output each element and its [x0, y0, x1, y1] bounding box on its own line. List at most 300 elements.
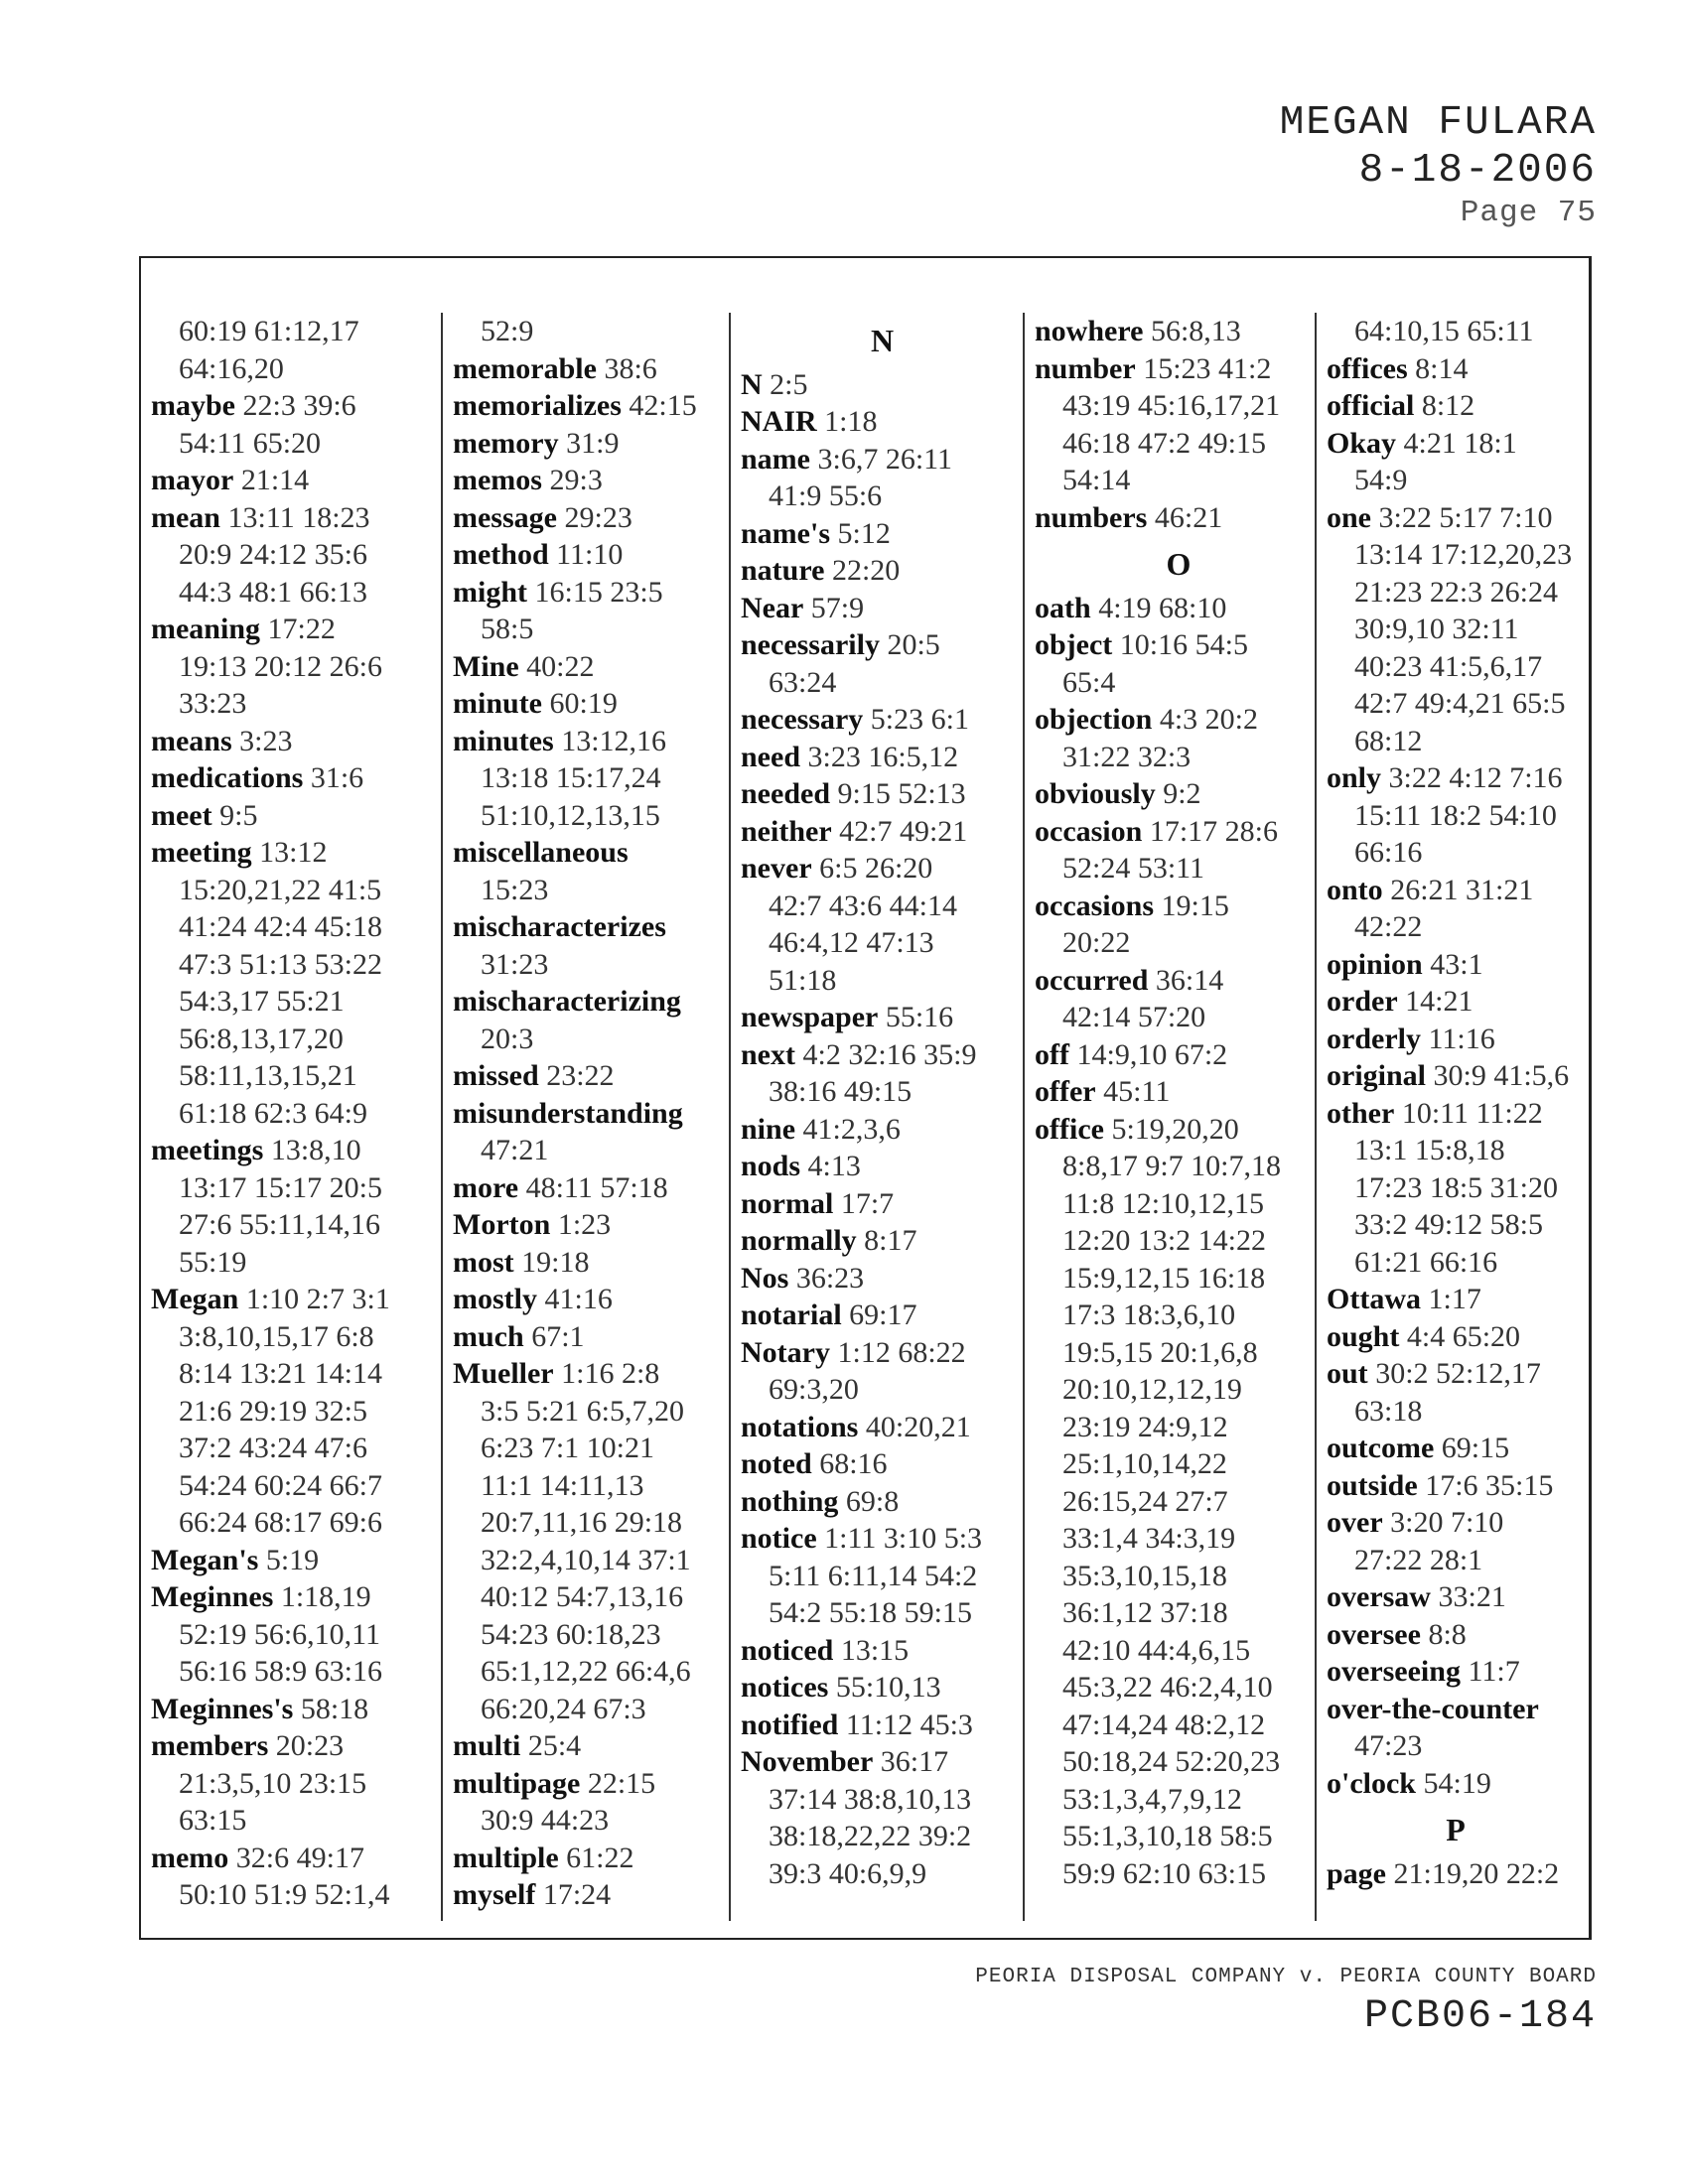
index-refs: 68:12 — [1354, 724, 1423, 757]
index-term: notified — [741, 1707, 839, 1741]
index-refs: 11:7 — [1468, 1655, 1520, 1688]
index-entry — [741, 590, 1024, 627]
index-entry — [1327, 1504, 1585, 1578]
index-term: Megan — [151, 1283, 239, 1315]
index-refs: 69:3,20 — [769, 1373, 859, 1406]
index-refs: 46:21 — [1154, 500, 1223, 534]
index-entry — [741, 1706, 1024, 1744]
index-refs: 10:11 11:22 — [1401, 1096, 1543, 1130]
index-refs: 47:23 — [1354, 1729, 1423, 1762]
index-refs: 25:1,10,14,22 — [1062, 1447, 1227, 1480]
index-refs: 11:10 — [556, 538, 624, 571]
index-refs: 1:16 2:8 — [561, 1357, 660, 1390]
index-refs: 50:18,24 52:20,23 — [1062, 1745, 1281, 1778]
index-term: oath — [1035, 591, 1091, 624]
index-term: official — [1327, 389, 1415, 422]
index-refs: 43:1 — [1430, 947, 1483, 981]
index-refs: 14:9,10 67:2 — [1076, 1037, 1228, 1071]
index-entry — [453, 908, 736, 983]
index-refs: 8:14 13:21 14:14 — [179, 1357, 383, 1390]
page-footer — [975, 1966, 1597, 2039]
index-term: orderly — [1327, 1022, 1421, 1055]
index-refs: 30:9 44:23 — [481, 1804, 610, 1837]
index-term: nods — [741, 1150, 801, 1182]
index-entry — [1327, 983, 1585, 1021]
index-refs: 33:21 — [1438, 1580, 1506, 1613]
index-term: Notary — [741, 1335, 830, 1369]
index-refs: 1:11 3:10 5:3 — [824, 1522, 983, 1555]
index-entry — [453, 1876, 736, 1914]
index-entry — [1327, 1021, 1585, 1058]
index-term: nowhere — [1035, 315, 1144, 347]
index-refs: 38:18,22,22 39:2 — [769, 1820, 972, 1852]
index-entry — [453, 387, 736, 425]
index-refs: 15:9,12,15 16:18 — [1062, 1261, 1266, 1295]
index-refs: 20:10,12,12,19 — [1062, 1373, 1242, 1406]
index-refs: 33:23 — [179, 687, 247, 720]
index-refs: 5:12 — [837, 516, 891, 550]
index-term: onto — [1327, 873, 1383, 906]
index-entry — [741, 1483, 1024, 1521]
index-term: mischaracterizing — [453, 985, 681, 1018]
index-entry — [1035, 813, 1323, 887]
index-refs: 36:14 — [1155, 963, 1224, 997]
index-term: Ottawa — [1327, 1283, 1421, 1315]
index-entry — [1327, 350, 1585, 388]
index-entry — [741, 1297, 1024, 1334]
index-term: next — [741, 1037, 795, 1071]
index-entry — [741, 552, 1024, 590]
index-refs: 15:20,21,22 41:5 — [179, 873, 382, 906]
index-refs: 11:1 14:11,13 — [481, 1468, 644, 1502]
index-refs: 54:24 60:24 66:7 — [179, 1468, 383, 1502]
index-refs: 37:2 43:24 47:6 — [179, 1432, 368, 1464]
index-refs: 31:9 — [566, 426, 620, 460]
index-refs: 40:12 54:7,13,16 — [481, 1580, 684, 1613]
index-entry — [151, 1132, 424, 1281]
index-term: occasions — [1035, 888, 1154, 922]
index-refs: 27:22 28:1 — [1354, 1543, 1483, 1576]
index-refs: 11:8 12:10,12,15 — [1062, 1186, 1265, 1220]
index-term: Mueller — [453, 1357, 554, 1390]
index-term: notice — [741, 1522, 817, 1555]
index-term: over — [1327, 1506, 1383, 1539]
index-term: memos — [453, 464, 542, 496]
index-term: missed — [453, 1059, 539, 1092]
index-refs: 21:19,20 22:2 — [1393, 1856, 1560, 1890]
index-term: Near — [741, 591, 804, 624]
index-refs: 5:19,20,20 — [1111, 1112, 1239, 1146]
index-term: November — [741, 1745, 874, 1778]
index-refs: 42:15 — [629, 389, 697, 422]
index-refs: 8:12 — [1421, 389, 1475, 422]
index-refs: 3:8,10,15,17 6:8 — [179, 1319, 374, 1353]
index-entry — [151, 723, 424, 760]
index-entry — [1327, 1095, 1585, 1282]
index-refs: 13:17 15:17 20:5 — [179, 1170, 383, 1204]
index-refs: 17:3 18:3,6,10 — [1062, 1298, 1236, 1331]
index-term: obviously — [1035, 777, 1156, 810]
index-refs: 63:24 — [769, 665, 837, 699]
index-term: occasion — [1035, 814, 1143, 848]
index-entry — [741, 626, 1024, 701]
index-refs: 58:11,13,15,21 — [179, 1059, 357, 1092]
section-letter: N — [870, 323, 895, 358]
index-refs: 19:18 — [521, 1245, 590, 1279]
index-term: memorializes — [453, 389, 622, 422]
index-term: occurred — [1035, 963, 1149, 997]
index-entry — [1035, 313, 1323, 350]
index-term: more — [453, 1170, 519, 1204]
index-refs: 5:19 — [265, 1543, 320, 1576]
index-entry — [1327, 1057, 1585, 1095]
index-refs: 51:18 — [769, 963, 837, 997]
index-refs: 65:1,12,22 66:4,6 — [481, 1655, 691, 1688]
index-refs: 3:23 — [239, 724, 293, 757]
index-refs: 60:19 — [549, 687, 618, 720]
index-refs: 17:24 — [542, 1878, 612, 1911]
index-refs: 19:13 20:12 26:6 — [179, 649, 383, 683]
deposition-date: 8-18-2006 — [1358, 148, 1597, 195]
index-refs: 54:2 55:18 59:15 — [769, 1596, 973, 1629]
index-refs: 13:14 17:12,20,23 — [1354, 538, 1573, 571]
index-refs: 26:15,24 27:7 — [1062, 1484, 1228, 1518]
index-entry — [1035, 701, 1323, 775]
index-refs: 9:5 — [219, 798, 258, 832]
index-term: meeting — [151, 836, 252, 869]
index-entry — [741, 1111, 1024, 1149]
index-refs: 37:14 38:8,10,13 — [769, 1782, 972, 1816]
index-refs: 66:20,24 67:3 — [481, 1692, 646, 1725]
index-term: out — [1327, 1357, 1368, 1390]
index-term: page — [1327, 1856, 1386, 1890]
index-refs: 3:5 5:21 6:5,7,20 — [481, 1394, 685, 1428]
witness-name: MEGAN FULARA — [1279, 100, 1597, 146]
index-refs: 31:22 32:3 — [1062, 740, 1192, 773]
index-refs: 42:14 57:20 — [1062, 1001, 1206, 1033]
index-refs: 41:24 42:4 45:18 — [179, 910, 383, 943]
index-term: order — [1327, 985, 1398, 1018]
index-refs: 66:24 68:17 69:6 — [179, 1506, 383, 1539]
index-term: objection — [1035, 703, 1153, 736]
index-term: ought — [1327, 1319, 1400, 1353]
index-entry — [741, 1222, 1024, 1260]
index-term: overseeing — [1327, 1655, 1461, 1688]
index-refs: 57:9 — [810, 591, 865, 624]
index-continuation — [151, 350, 424, 388]
index-term: object — [1035, 628, 1113, 661]
index-term: over-the-counter — [1327, 1692, 1539, 1725]
index-entry — [1327, 1318, 1585, 1356]
index-refs: 47:3 51:13 53:22 — [179, 947, 383, 981]
index-term: needed — [741, 777, 830, 810]
index-refs: 43:19 45:16,17,21 — [1062, 389, 1281, 422]
index-entry — [151, 1727, 424, 1840]
index-term: N — [741, 367, 763, 401]
index-refs: 13:18 15:17,24 — [481, 761, 661, 794]
index-refs: 54:23 60:18,23 — [481, 1617, 661, 1651]
index-refs: 20:23 — [275, 1729, 345, 1762]
index-refs: 68:16 — [819, 1447, 888, 1480]
index-entry — [453, 1318, 736, 1356]
index-entry — [453, 462, 736, 499]
index-term: much — [453, 1319, 524, 1353]
index-term: off — [1035, 1037, 1069, 1071]
index-entry — [151, 1691, 424, 1728]
index-refs: 23:22 — [546, 1059, 615, 1092]
index-term: neither — [741, 814, 832, 848]
index-entry — [1035, 1036, 1323, 1074]
index-refs: 21:14 — [240, 464, 310, 496]
index-entry — [1327, 1430, 1585, 1467]
page-number: Page 75 — [1460, 195, 1597, 230]
index-entry — [453, 648, 736, 686]
index-refs: 4:4 65:20 — [1406, 1319, 1521, 1353]
index-term: medications — [151, 761, 304, 794]
index-refs: 46:4,12 47:13 — [769, 926, 934, 959]
index-refs: 42:22 — [1354, 910, 1423, 943]
index-term: necessarily — [741, 628, 880, 661]
index-term: maybe — [151, 389, 235, 422]
index-entry — [151, 834, 424, 1132]
index-refs: 17:23 18:5 31:20 — [1354, 1170, 1559, 1204]
index-refs: 15:11 18:2 54:10 — [1354, 798, 1557, 832]
index-entry — [741, 366, 1024, 404]
index-entry — [1327, 1691, 1585, 1765]
index-refs: 42:7 49:4,21 65:5 — [1354, 687, 1566, 720]
index-refs: 42:7 49:21 — [839, 814, 968, 848]
index-refs: 58:18 — [300, 1692, 369, 1725]
index-entry — [741, 775, 1024, 813]
index-term: number — [1035, 351, 1136, 385]
index-term: memo — [151, 1841, 229, 1874]
index-refs: 31:23 — [481, 947, 549, 981]
index-term: normal — [741, 1186, 834, 1220]
index-refs: 25:4 — [527, 1729, 582, 1762]
index-refs: 13:12 — [259, 836, 328, 869]
index-entry — [1327, 759, 1585, 872]
index-refs: 69:17 — [849, 1298, 917, 1331]
index-refs: 69:8 — [845, 1484, 900, 1518]
index-term: Meginnes's — [151, 1692, 294, 1725]
index-refs: 11:16 — [1428, 1022, 1495, 1055]
index-refs: 56:8,13,17,20 — [179, 1022, 344, 1055]
index-refs: 56:8,13 — [1150, 315, 1241, 347]
index-entry — [1327, 499, 1585, 760]
index-refs: 1:18 — [824, 405, 878, 438]
index-refs: 32:2,4,10,14 37:1 — [481, 1543, 691, 1576]
page-header — [1280, 99, 1597, 231]
index-term: never — [741, 852, 812, 885]
index-term: original — [1327, 1059, 1427, 1092]
index-term: newspaper — [741, 1001, 879, 1033]
index-continuation — [453, 313, 736, 350]
index-entry — [1035, 590, 1323, 627]
index-entry — [1327, 387, 1585, 425]
index-refs: 17:17 28:6 — [1149, 814, 1278, 848]
index-refs: 42:10 44:4,6,15 — [1062, 1633, 1251, 1667]
index-entry — [151, 1281, 424, 1542]
index-refs: 13:15 — [840, 1633, 910, 1667]
index-refs: 22:15 — [587, 1766, 656, 1800]
index-term: multipage — [453, 1766, 581, 1800]
index-refs: 13:12,16 — [561, 724, 667, 757]
index-refs: 54:14 — [1062, 464, 1131, 496]
index-entry — [741, 515, 1024, 553]
index-entry — [453, 1281, 736, 1318]
index-entry — [1035, 1073, 1323, 1111]
index-entry — [1035, 887, 1323, 962]
index-refs: 53:1,3,4,7,9,12 — [1062, 1782, 1242, 1816]
index-entry — [1327, 1281, 1585, 1318]
index-entry — [741, 999, 1024, 1036]
index-refs: 1:17 — [1428, 1283, 1481, 1315]
index-column-4 — [1023, 313, 1323, 1921]
index-refs: 66:16 — [1354, 836, 1423, 869]
index-entry — [741, 850, 1024, 999]
index-refs: 21:6 29:19 32:5 — [179, 1394, 368, 1428]
index-refs: 9:2 — [1163, 777, 1201, 810]
index-entry — [453, 1727, 736, 1765]
index-entry — [741, 701, 1024, 739]
index-refs: 30:9,10 32:11 — [1354, 613, 1519, 645]
index-refs: 30:2 52:12,17 — [1375, 1357, 1541, 1390]
index-refs: 60:19 61:12,17 — [179, 315, 359, 347]
index-entry — [741, 1445, 1024, 1483]
index-refs: 1:12 68:22 — [837, 1335, 966, 1369]
index-refs: 29:3 — [549, 464, 603, 496]
index-refs: 20:22 — [1062, 926, 1131, 959]
index-refs: 55:10,13 — [835, 1671, 941, 1704]
index-refs: 51:10,12,13,15 — [481, 798, 660, 832]
section-letter: O — [1166, 546, 1192, 582]
index-term: multiple — [453, 1841, 559, 1874]
index-refs: 4:2 32:16 35:9 — [802, 1037, 977, 1071]
index-term: mean — [151, 500, 220, 534]
index-refs: 3:22 4:12 7:16 — [1388, 761, 1563, 794]
index-term: mayor — [151, 464, 234, 496]
index-term: minute — [453, 687, 542, 720]
index-term: means — [151, 724, 232, 757]
index-entry — [741, 1148, 1024, 1185]
index-term: multi — [453, 1729, 521, 1762]
index-refs: 10:16 54:5 — [1119, 628, 1248, 661]
index-term: noted — [741, 1447, 812, 1480]
index-refs: 21:23 22:3 26:24 — [1354, 575, 1559, 609]
index-term: might — [453, 575, 527, 609]
index-term: minutes — [453, 724, 554, 757]
index-refs: 29:23 — [564, 500, 632, 534]
index-entry — [741, 1036, 1024, 1111]
index-entry — [741, 1743, 1024, 1892]
index-entry — [151, 387, 424, 462]
index-column-1 — [151, 313, 424, 1921]
index-entry — [453, 1057, 736, 1095]
index-refs: 67:1 — [531, 1319, 585, 1353]
index-entry — [1035, 775, 1323, 813]
index-term: mostly — [453, 1283, 537, 1315]
index-refs: 17:6 35:15 — [1425, 1468, 1554, 1502]
index-refs: 41:2,3,6 — [802, 1112, 901, 1146]
index-entry — [741, 1632, 1024, 1670]
index-term: noticed — [741, 1633, 834, 1667]
index-refs: 64:16,20 — [179, 351, 284, 385]
index-entry — [741, 1260, 1024, 1297]
index-refs: 55:1,3,10,18 58:5 — [1062, 1820, 1273, 1852]
index-entry — [453, 1244, 736, 1282]
index-entry — [741, 1520, 1024, 1632]
index-term: numbers — [1035, 500, 1148, 534]
index-term: opinion — [1327, 947, 1423, 981]
index-entry — [1327, 872, 1585, 946]
index-entry — [453, 1765, 736, 1840]
index-refs: 54:11 65:20 — [179, 426, 322, 460]
index-term: NAIR — [741, 405, 817, 438]
index-entry — [741, 1334, 1024, 1409]
index-refs: 1:18,19 — [280, 1580, 371, 1613]
index-refs: 41:9 55:6 — [769, 479, 883, 512]
index-refs: 54:19 — [1423, 1766, 1491, 1800]
index-entry — [453, 723, 736, 835]
index-entry — [1035, 626, 1323, 701]
index-refs: 36:1,12 37:18 — [1062, 1596, 1228, 1629]
index-term: outcome — [1327, 1432, 1435, 1464]
index-refs: 27:6 55:11,14,16 — [179, 1208, 381, 1241]
index-entry — [453, 1840, 736, 1877]
index-continuation — [1327, 313, 1585, 350]
index-refs: 64:10,15 65:11 — [1354, 315, 1534, 347]
index-term: outside — [1327, 1468, 1418, 1502]
index-term: Megan's — [151, 1543, 259, 1576]
index-entry — [1035, 1111, 1323, 1893]
index-entry — [741, 1669, 1024, 1706]
index-refs: 11:12 45:3 — [845, 1707, 973, 1741]
index-refs: 61:22 — [566, 1841, 634, 1874]
index-entry — [1327, 1765, 1585, 1803]
index-column-5 — [1315, 313, 1585, 1921]
index-term: need — [741, 740, 800, 773]
index-term: notarial — [741, 1298, 842, 1331]
case-caption: PEORIA DISPOSAL COMPANY v. PEORIA COUNTY BOARD — [975, 1966, 1597, 1988]
index-refs: 47:14,24 48:2,12 — [1062, 1707, 1266, 1741]
index-column-2 — [441, 313, 736, 1921]
index-entry — [453, 499, 736, 537]
index-refs: 59:9 62:10 63:15 — [1062, 1856, 1267, 1890]
index-term: name's — [741, 516, 830, 550]
index-refs: 22:3 39:6 — [242, 389, 356, 422]
index-refs: 46:18 47:2 49:15 — [1062, 426, 1267, 460]
index-refs: 52:9 — [481, 315, 534, 347]
index-term: oversee — [1327, 1617, 1421, 1651]
index-refs: 39:3 40:6,9,9 — [769, 1856, 927, 1890]
index-refs: 3:23 16:5,12 — [807, 740, 959, 773]
index-refs: 13:1 15:8,18 — [1354, 1134, 1505, 1166]
index-term: most — [453, 1245, 514, 1279]
index-refs: 31:6 — [310, 761, 364, 794]
index-refs: 14:21 — [1405, 985, 1474, 1018]
index-column-3 — [729, 313, 1024, 1921]
index-refs: 15:23 41:2 — [1143, 351, 1272, 385]
index-term: notices — [741, 1671, 829, 1704]
index-term: memory — [453, 426, 559, 460]
index-term: members — [151, 1729, 269, 1762]
index-refs: 5:11 6:11,14 54:2 — [769, 1559, 978, 1592]
index-term: offices — [1327, 351, 1408, 385]
index-frame — [139, 256, 1592, 1940]
index-entry — [151, 1840, 424, 1914]
index-entry — [453, 1355, 736, 1727]
index-refs: 15:23 — [481, 873, 549, 906]
